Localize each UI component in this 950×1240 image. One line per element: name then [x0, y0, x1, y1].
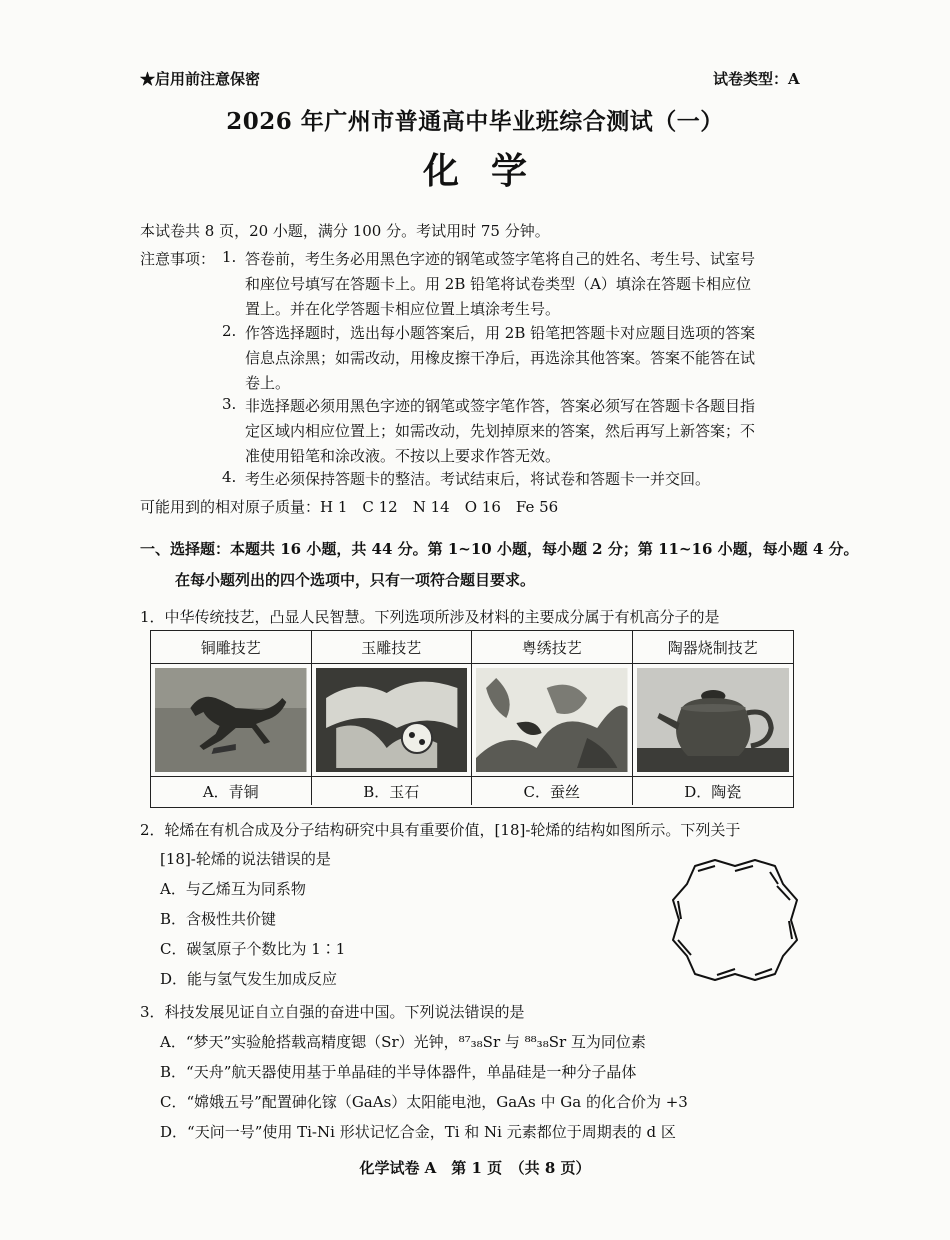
subject-title: 化学: [422, 150, 559, 192]
q3-option-d: D．“天问一号”使用 Ti-Ni 形状记忆合金，Ti 和 Ni 元素都位于周期表的 d 区: [160, 1123, 676, 1141]
teapot-photo-cell: [633, 663, 794, 777]
q1-option-d: D．陶瓷: [684, 782, 742, 801]
q2-option-b: B．含极性共价键: [160, 910, 277, 928]
note-4-line-1: 考生必须保持答题卡的整洁。考试结束后，将试卷和答题卡一并交回。: [245, 470, 711, 488]
note-1-line-3: 置上。并在化学答题卡相应位置上填涂考生号。: [245, 300, 561, 318]
note-2-line-2: 信息点涂黑；如需改动，用橡皮擦干净后，再选涂其他答案。答案不能答在试: [245, 349, 756, 367]
q1-option-a: A．青铜: [151, 777, 312, 805]
q3-option-c: C．“嫦娥五号”配置砷化镓（GaAs）太阳能电池，GaAs 中 Ga 的化合价为 +3: [160, 1093, 688, 1111]
note-1-line-2: 和座位号填写在答题卡上。用 2B 铅笔将试卷类型（A）填涂在答题卡相应位: [245, 275, 751, 293]
exam-title: 2026 年广州市普通高中毕业班综合测试（一）: [226, 108, 724, 135]
note-3-line-2: 定区域内相应位置上；如需改动，先划掉原来的答案，然后再写上新答案；不: [245, 422, 756, 440]
confidential-label: ★启用前注意保密: [140, 70, 261, 88]
atomic-mass-line: 可能用到的相对原子质量：H 1 C 12 N 14 O 16 Fe 56: [140, 498, 559, 516]
q3-option-a: A．“梦天”实验舱搭载高精度锶（Sr）光钟，⁸⁷₃₈Sr 与 ⁸⁸₃₈Sr 互为同位素: [160, 1033, 646, 1051]
note-3-line-1: 非选择题必须用黑色字迹的钢笔或签字笔作答，答案必须写在答题卡各题目指: [245, 397, 756, 415]
q2-stem-line-2: [18]-轮烯的说法错误的是: [160, 850, 331, 868]
q2-option-a: A．与乙烯互为同系物: [160, 880, 306, 898]
embroidery-photo: [476, 668, 628, 772]
q1-option-b: B．玉石: [312, 777, 473, 805]
note-1-line-1: 答卷前，考生务必用黑色字迹的钢笔或签字笔将自己的姓名、考生号、试室号: [245, 250, 756, 268]
bronze-horse-photo: [155, 668, 307, 772]
paper-type-label: 试卷类型：A: [713, 70, 800, 88]
q1-header-c: 粤绣技艺: [472, 631, 633, 663]
note-3-line-3: 准使用铅笔和涂改液。不按以上要求作答无效。: [245, 447, 561, 465]
note-2-line-3: 卷上。: [245, 374, 291, 392]
embroidery-photo-cell: [472, 663, 633, 777]
intro-text: 本试卷共 8 页，20 小题，满分 100 分。考试用时 75 分钟。: [140, 222, 550, 240]
section-1-subheading: 在每小题列出的四个选项中，只有一项符合题目要求。: [175, 571, 536, 589]
page-footer: 化学试卷 A 第 1 页 （共 8 页）: [359, 1159, 591, 1177]
q1-figure-table: [150, 630, 794, 808]
notes-label: 注意事项：: [140, 250, 216, 268]
q1-option-c: C．蚕丝: [472, 777, 633, 805]
annulene-structure-diagram: [665, 858, 805, 982]
q1-header-a: 铜雕技艺: [151, 631, 312, 663]
q1-header-d: 陶器烧制技艺: [667, 638, 758, 657]
jade-carving-photo-cell: [312, 663, 473, 777]
note-4-number: 4.: [222, 468, 237, 486]
note-3-number: 3.: [222, 395, 237, 413]
q2-stem-line-1: 2．轮烯在有机合成及分子结构研究中具有重要价值，[18]-轮烯的结构如图所示。下列关于: [140, 821, 741, 839]
q3-option-b: B．“天舟”航天器使用基于单晶硅的半导体器件，单晶硅是一种分子晶体: [160, 1063, 637, 1081]
bronze-horse-photo-cell: [151, 663, 312, 777]
note-1-number: 1.: [222, 248, 237, 266]
section-1-heading: 一、选择题：本题共 16 小题，共 44 分。第 1~10 小题，每小题 2 分；第 11~16 小题，每小题 4 分。: [140, 540, 859, 558]
note-2-line-1: 作答选择题时，选出每小题答案后，用 2B 铅笔把答题卡对应题目选项的答案: [245, 324, 756, 342]
q3-stem: 3．科技发展见证自立自强的奋进中国。下列说法错误的是: [140, 1003, 525, 1021]
q1-header-b: 玉雕技艺: [312, 631, 473, 663]
note-2-number: 2.: [222, 322, 237, 340]
jade-carving-photo: [316, 668, 468, 772]
q2-option-d: D．能与氢气发生加成反应: [160, 970, 338, 988]
q2-option-c: C．碳氢原子个数比为 1∶1: [160, 940, 346, 958]
q1-stem: 1．中华传统技艺，凸显人民智慧。下列选项所涉及材料的主要成分属于有机高分子的是: [140, 608, 720, 626]
teapot-photo: [637, 668, 790, 772]
